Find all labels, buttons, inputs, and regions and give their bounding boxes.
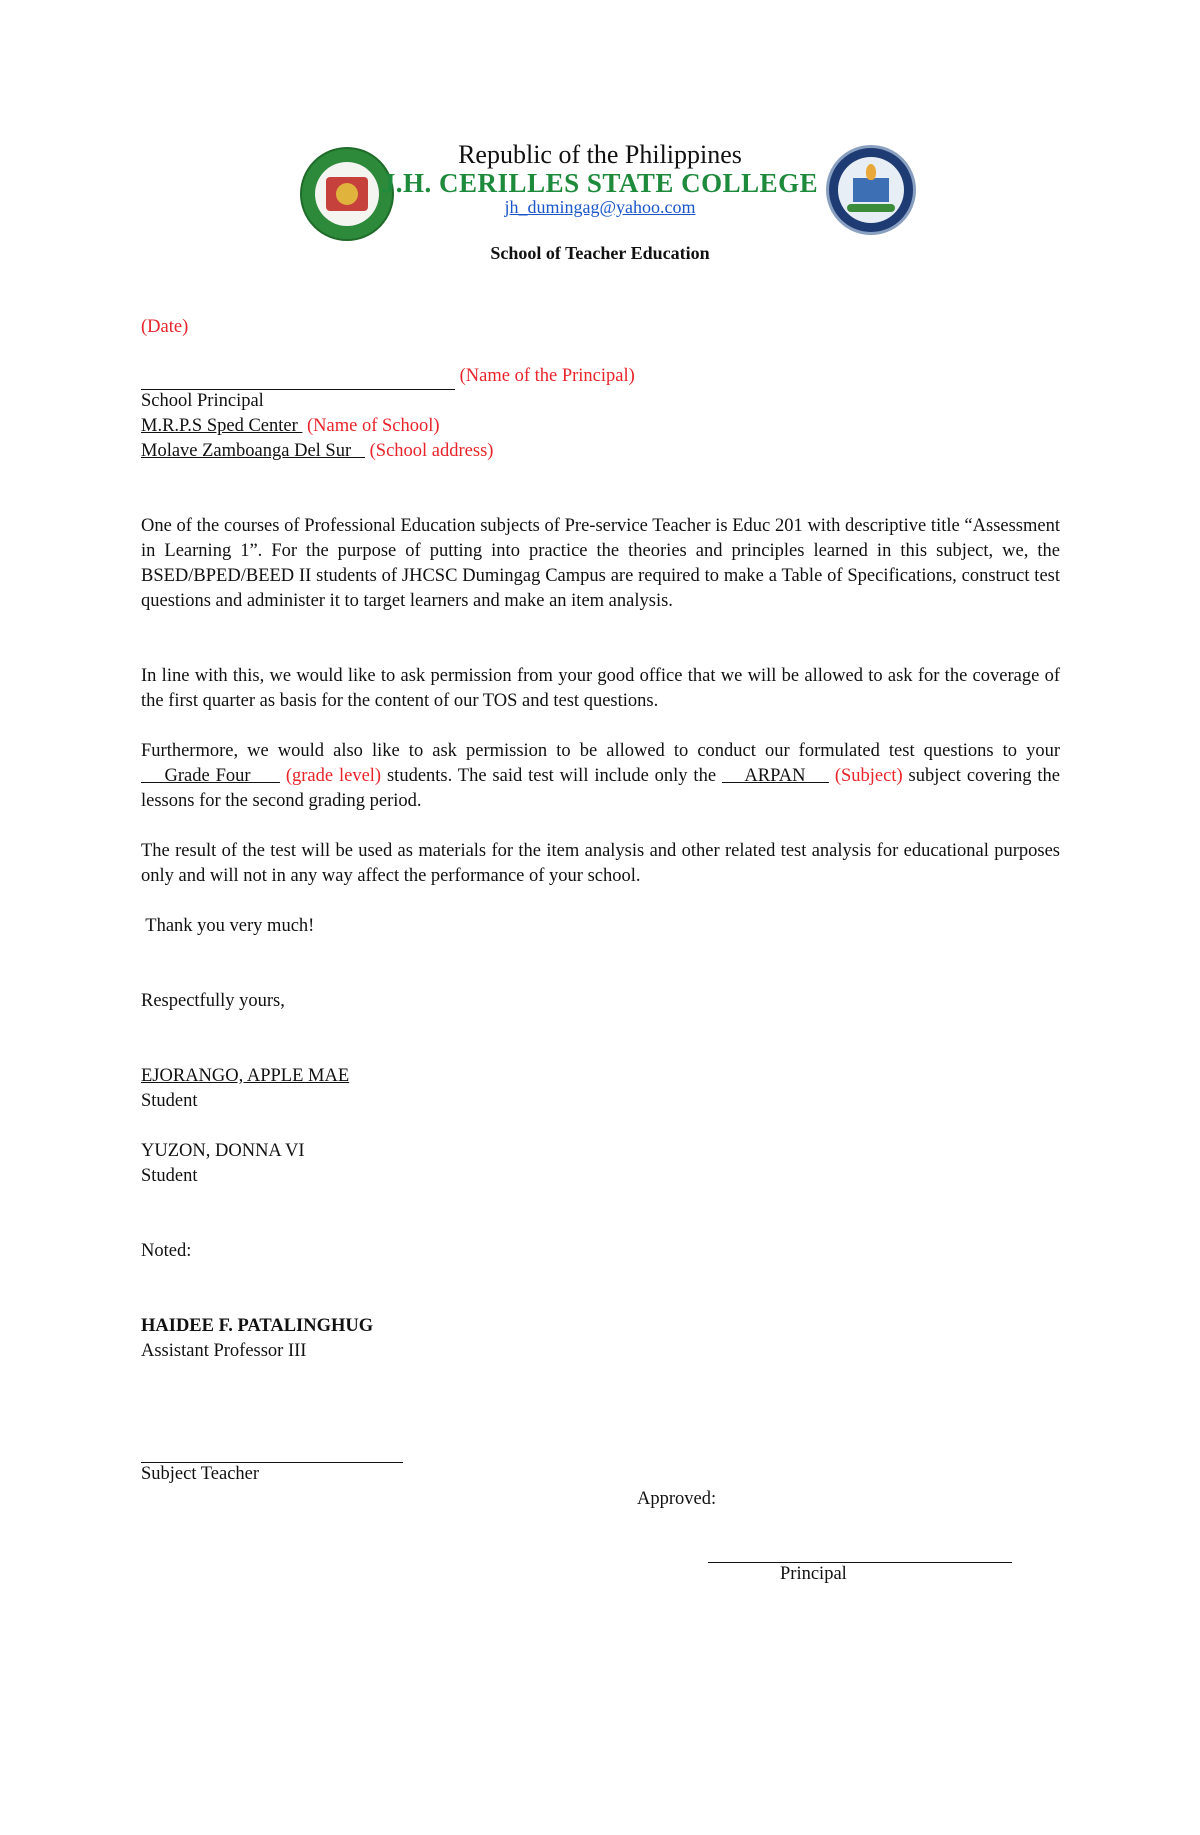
noted-label: Noted:	[141, 1241, 192, 1261]
principal-name-line	[141, 364, 635, 390]
college-name: J.H. CERILLES STATE COLLEGE	[381, 168, 819, 198]
republic-heading: Republic of the Philippines	[458, 140, 742, 169]
principal-blank-line	[141, 364, 455, 390]
noter-name: HAIDEE F. PATALINGHUG	[141, 1316, 374, 1336]
paragraph-4: The result of the test will be used as materials for the item analysis and other related test analysis for educational purposes only and will not in any way affect the performance of your school.	[141, 841, 1060, 886]
signer-1-name: EJORANGO, APPLE MAE	[141, 1066, 350, 1086]
paragraph-3-text-1: Furthermore, we would also like to ask permission to be allowed to conduct our formulated test questions to your	[141, 741, 1060, 761]
thanks-line: Thank you very much!	[141, 916, 315, 936]
approved-label: Approved:	[637, 1489, 717, 1509]
email-link[interactable]: jh_dumingag@yahoo.com	[504, 197, 696, 217]
paragraph-1: One of the courses of Professional Education subjects of Pre-service Teacher is Educ 201 with descriptive title “Assessment in Learning 1”. For the purpose of putting into practice the theories and principles learned in this subject, we, the BSED/BPED/BEED II students of JHCSC Dumingag Campus are required to make a Table of Specifications, construct test questions and administer it to target learners and make an item analysis.	[141, 516, 1060, 611]
subject-value: ARPAN	[721, 766, 829, 786]
school-address: Molave Zamboanga Del Sur	[141, 441, 365, 461]
signer-2-name: YUZON, DONNA VI	[141, 1141, 305, 1161]
school-name: M.R.P.S Sped Center	[141, 416, 303, 436]
noter-title: Assistant Professor III	[141, 1341, 307, 1361]
date-placeholder: (Date)	[141, 317, 189, 337]
principal-signature-line	[708, 1537, 1012, 1563]
address-placeholder: (School address)	[369, 441, 494, 461]
address-line	[141, 439, 493, 464]
signer-2-role: Student	[141, 1166, 198, 1186]
school-placeholder: (Name of School)	[307, 416, 440, 436]
grade-level-value: Grade Four	[141, 766, 280, 786]
paragraph-3	[141, 739, 1060, 814]
grade-level-placeholder: (grade level)	[285, 766, 382, 786]
paragraph-2: In line with this, we would like to ask permission from your good office that we will be allowed to ask for the coverage of the first quarter as basis for the content of our TOS and test questions.	[141, 666, 1060, 711]
subject-placeholder: (Subject)	[834, 766, 903, 786]
closing-line: Respectfully yours,	[141, 991, 285, 1011]
school-heading: School of Teacher Education	[490, 243, 710, 263]
principal-label: Principal	[780, 1564, 847, 1584]
paragraph-3-text-3: subject covering the lessons for the second grading period.	[141, 766, 1061, 811]
recipient-title: School Principal	[141, 391, 264, 411]
paragraph-3-text-2: students. The said test will include only the	[381, 766, 722, 786]
signer-1-role: Student	[141, 1091, 198, 1111]
subject-teacher-signature-line	[141, 1437, 403, 1463]
school-line	[141, 414, 440, 439]
subject-teacher-label: Subject Teacher	[141, 1464, 260, 1484]
principal-placeholder: (Name of the Principal)	[459, 366, 635, 386]
